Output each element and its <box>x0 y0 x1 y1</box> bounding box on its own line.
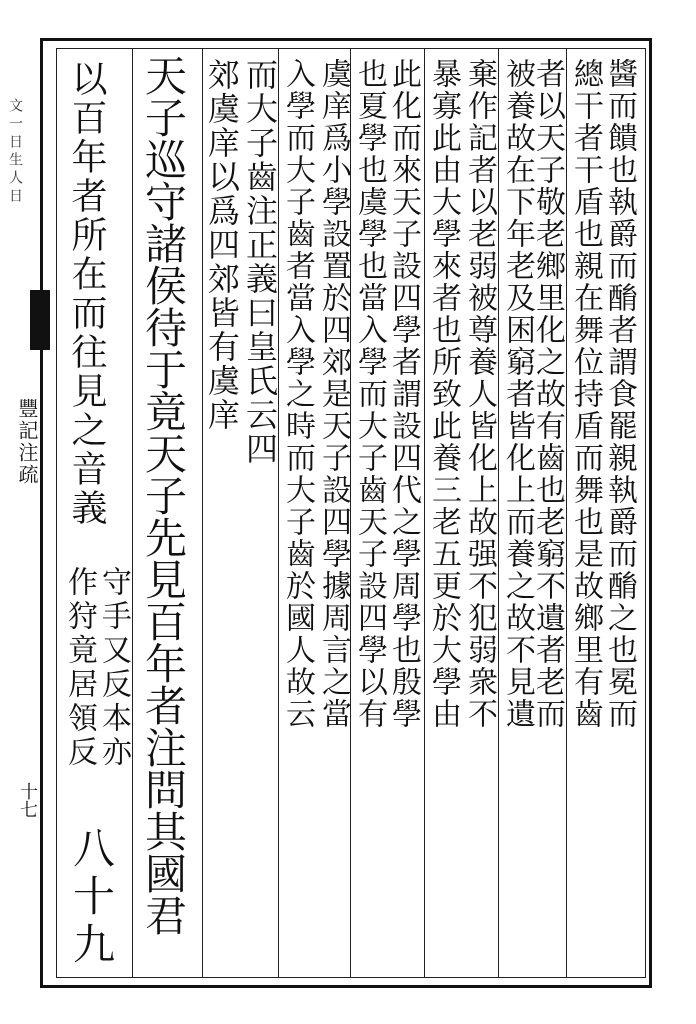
annotation-line-1: 守手又反本亦 <box>96 566 131 770</box>
text-column-3: 者以天子敬老鄉里化之故有齒也老窮不遺者老而 <box>530 58 565 730</box>
text-column-9: 虞庠爲小學設置於四郊是天子設四學據周言之當 <box>316 58 351 730</box>
main-text-column: 天子巡守諸侯待于竟天子先見百年者注問其國君 <box>139 54 188 936</box>
text-column-4: 被養故在下年老及困窮者皆化上而養之故不見遺 <box>500 58 535 730</box>
text-column-8: 也夏學也虞學也當入學而大子齒天子設四學以有 <box>352 58 387 730</box>
text-column-11: 而大子齒注正義曰皇氏云四 <box>241 58 279 466</box>
page-number: 十七 <box>17 782 38 818</box>
page-edge <box>0 40 40 990</box>
text-column-2: 總干者干盾也親在舞位持盾而舞也是故鄉里有齒 <box>568 58 603 730</box>
main-text-column-2: 以百年者所在而往見之音義 <box>66 60 107 528</box>
text-column-1: 醬而饋也執爵而酳者謂食罷親執爵而酳之也冕而 <box>602 58 637 730</box>
text-column-10: 入學而大子齒者當入學之時而大子齒於國人故云 <box>280 58 315 730</box>
section-number: 八十九 <box>67 826 116 970</box>
column-rule <box>566 48 567 978</box>
edge-marks: 文一日生人日 <box>7 98 23 206</box>
text-column-7: 此化而來天子設四學者謂設四代之學周學也殷學 <box>386 58 421 730</box>
column-rule <box>424 48 425 978</box>
annotation-line-2: 作狩竟居領反 <box>62 566 97 770</box>
text-column-5: 棄作記者以老弱被尊養人皆化上故强不犯弱衆不 <box>462 58 497 730</box>
text-column-12: 郊虞庠以爲四郊皆有虞庠 <box>203 58 241 432</box>
column-rule <box>498 48 499 978</box>
text-column-6: 暴寡此由大學來者也所致此養三老五更於大學由 <box>426 58 461 730</box>
column-rule <box>132 48 133 978</box>
book-title: 豐記注疏 <box>15 398 39 486</box>
